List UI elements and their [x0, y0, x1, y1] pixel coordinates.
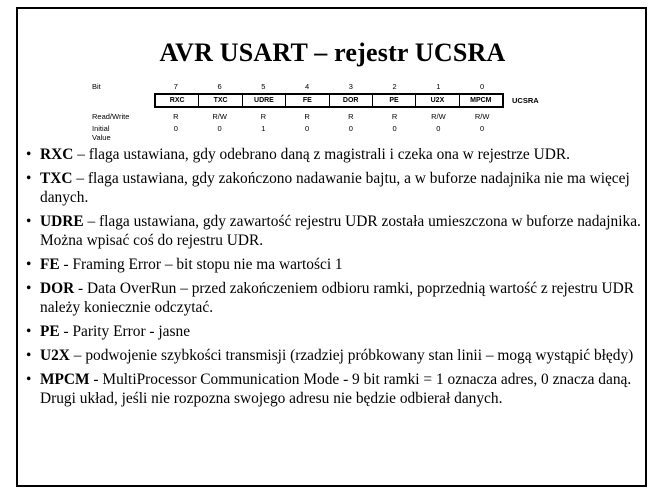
register-bit-box	[154, 93, 504, 108]
bullet-text: - Data OverRun – przed zakończeniem odbioru ramki, poprzednią wartość z rejestru UDR należy koniecznie odczytać.	[40, 280, 635, 316]
bullet-item	[26, 255, 641, 274]
bit-number: 6	[217, 82, 222, 91]
bit-number: 2	[392, 82, 397, 91]
register-bit-cell: RXC	[169, 97, 185, 104]
register-bit-cell: U2X	[415, 95, 458, 106]
bullet-text: – podwojenie szybkości transmisji (rzadziej próbkowany stan linii – mogą wystąpić błędy)	[69, 347, 634, 364]
bullet-icon: •	[26, 146, 32, 163]
bullet-term: PE	[40, 323, 60, 340]
bit-number: 7	[173, 82, 178, 91]
bullet-term: MPCM	[40, 371, 90, 388]
init-value: 0	[436, 124, 441, 133]
register-bit-cell: PE	[372, 95, 415, 106]
rw-value: R	[173, 112, 179, 121]
register-bit-cell: UDRE	[242, 95, 285, 106]
bullet-item	[26, 279, 641, 317]
register-bit-cell: MPCM	[459, 95, 502, 106]
bullet-term: FE	[40, 256, 60, 273]
bullet-term: DOR	[40, 280, 75, 297]
init-value: 0	[217, 124, 222, 133]
bullet-icon: •	[26, 347, 32, 364]
bullet-text: – flaga ustawiana, gdy zakończono nadawanie bajtu, a w buforze nadajnika nie ma więcej danych.	[40, 170, 630, 206]
register-bit-cell: TXC	[198, 95, 241, 106]
bullet-item	[26, 145, 641, 164]
rw-value: R	[260, 112, 267, 121]
bullet-term: UDRE	[40, 213, 84, 230]
bullet-text: - MultiProcessor Communication Mode - 9 bit ramki = 1 oznacza adres, 0 znacza daną. Drugi układ, jeśli nie rozpozna swojego adresu nie będzie odbierał danych.	[40, 371, 632, 407]
bullet-text: – flaga ustawiana, gdy odebrano daną z magistrali i czeka ona w rejestrze UDR.	[73, 146, 570, 163]
rw-value: R	[391, 112, 398, 121]
init-value: 0	[480, 124, 485, 133]
bullet-item	[26, 322, 641, 341]
bullet-item	[26, 212, 641, 250]
rw-row-label: Read/Write	[92, 112, 130, 121]
init-value: 0	[305, 124, 310, 133]
bullet-icon: •	[26, 280, 32, 297]
bullet-icon: •	[26, 323, 32, 340]
bit-number: 4	[305, 82, 310, 91]
bit-number: 3	[348, 82, 353, 91]
bullet-text: – flaga ustawiana, gdy zawartość rejestru UDR została umieszczona w buforze nadajnika. Można wpisać coś do rejestru UDR.	[40, 213, 641, 249]
slide-title: AVR USART – rejestr UCSRA	[159, 38, 506, 67]
bullet-icon: •	[26, 170, 32, 187]
bit-number: 5	[261, 82, 266, 91]
rw-value: R/W	[431, 112, 446, 121]
init-row-label: Initial Value	[92, 124, 111, 142]
bullet-term: TXC	[40, 170, 73, 187]
bullet-item	[26, 346, 641, 365]
bit-row-label: Bit	[92, 82, 101, 91]
bullet-icon: •	[26, 371, 32, 388]
init-value: 0	[392, 124, 397, 133]
rw-value: R	[348, 112, 354, 121]
bullet-term: U2X	[40, 347, 70, 364]
bullet-list	[26, 145, 641, 413]
init-value: 1	[261, 124, 266, 133]
rw-value: R	[304, 112, 310, 121]
bit-number: 0	[480, 82, 485, 91]
bullet-item	[26, 370, 641, 408]
bullet-text: - Parity Error - jasne	[59, 323, 191, 340]
register-bit-cell: DOR	[329, 95, 372, 106]
register-name: UCSRA	[512, 96, 539, 105]
bullet-icon: •	[26, 256, 32, 273]
bullet-text: - Framing Error – bit stopu nie ma wartości 1	[59, 256, 343, 273]
bit-number: 1	[436, 82, 441, 91]
register-bit-cell: FE	[285, 95, 328, 106]
bullet-item	[26, 169, 641, 207]
rw-value: R/W	[474, 112, 490, 121]
init-value: 0	[173, 124, 178, 133]
rw-value: R/W	[212, 112, 227, 121]
init-value: 0	[348, 124, 353, 133]
bullet-term: RXC	[40, 146, 74, 163]
bullet-icon: •	[26, 213, 32, 230]
